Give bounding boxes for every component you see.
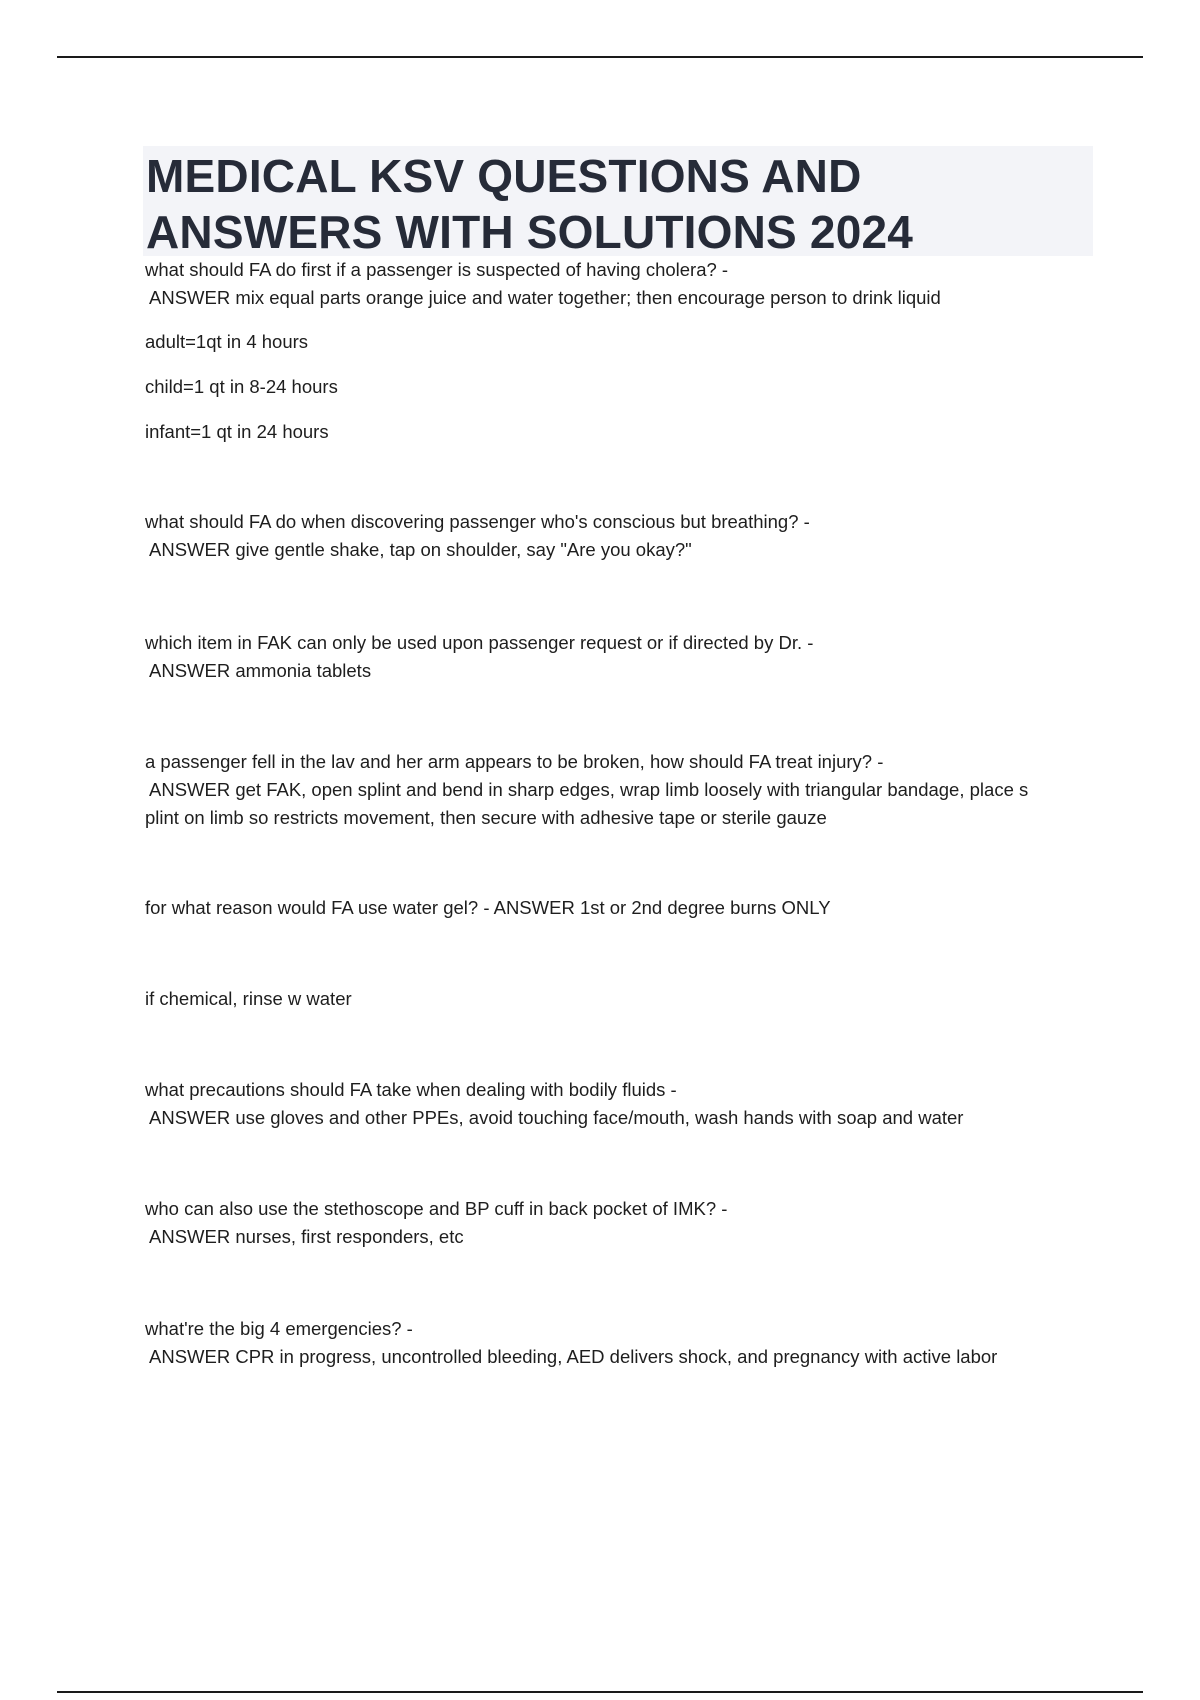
answer-text: ANSWER get FAK, open splint and bend in sharp edges, wrap limb loosely with triangular bandage, place s xyxy=(149,779,1029,800)
bottom-rule xyxy=(57,1691,1143,1693)
note-text: infant=1 qt in 24 hours xyxy=(145,421,329,442)
question-text: who can also use the stethoscope and BP cuff in back pocket of IMK? - xyxy=(145,1198,728,1219)
answer-text: ANSWER use gloves and other PPEs, avoid touching face/mouth, wash hands with soap and water xyxy=(149,1107,964,1128)
question-text: a passenger fell in the lav and her arm appears to be broken, how should FA treat injury? - xyxy=(145,751,884,772)
note-text: if chemical, rinse w water xyxy=(145,988,352,1009)
question-text: for what reason would FA use water gel? - ANSWER 1st or 2nd degree burns ONLY xyxy=(145,897,831,918)
answer-text: ANSWER ammonia tablets xyxy=(149,660,372,681)
document-body xyxy=(145,256,1095,1371)
note-text: child=1 qt in 8-24 hours xyxy=(145,376,338,397)
answer-text: plint on limb so restricts movement, then secure with adhesive tape or sterile gauze xyxy=(145,807,827,828)
answer-text: ANSWER CPR in progress, uncontrolled bleeding, AED delivers shock, and pregnancy with active labor xyxy=(149,1346,998,1367)
answer-text: ANSWER nurses, first responders, etc xyxy=(149,1226,464,1247)
answer-text: ANSWER mix equal parts orange juice and water together; then encourage person to drink liquid xyxy=(149,287,941,308)
question-text: what should FA do when discovering passenger who's conscious but breathing? - xyxy=(145,511,810,532)
top-rule xyxy=(57,56,1143,58)
question-text: what should FA do first if a passenger is suspected of having cholera? - xyxy=(145,259,729,280)
question-text: what're the big 4 emergencies? - xyxy=(145,1318,413,1339)
question-text: which item in FAK can only be used upon passenger request or if directed by Dr. - xyxy=(145,632,814,653)
note-text: adult=1qt in 4 hours xyxy=(145,331,309,352)
page-title: MEDICAL KSV QUESTIONS AND ANSWERS WITH SOLUTIONS 2024 xyxy=(146,150,914,258)
answer-text: ANSWER give gentle shake, tap on shoulder, say "Are you okay?" xyxy=(149,539,692,560)
question-text: what precautions should FA take when dealing with bodily fluids - xyxy=(145,1079,677,1100)
